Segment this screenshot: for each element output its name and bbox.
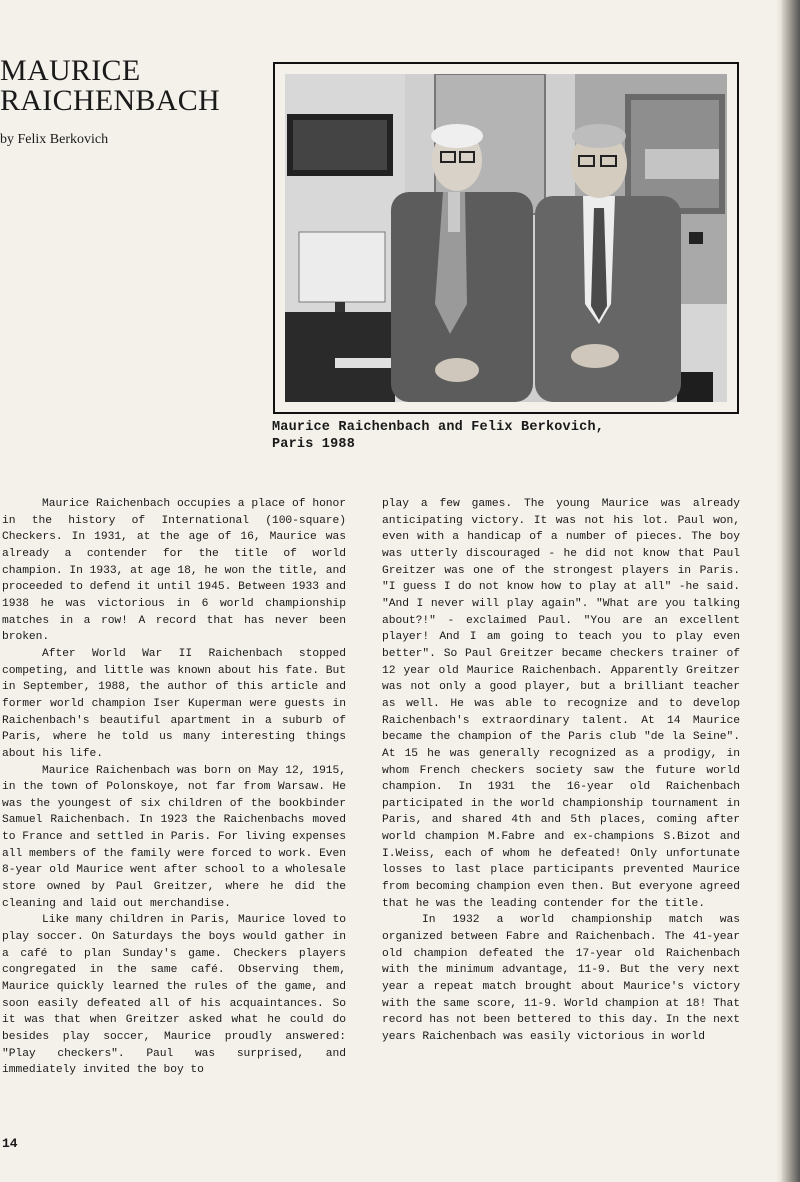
photo-illustration [285,74,727,402]
body-column-left [2,496,346,1079]
photo-caption-line-2: Paris 1988 [272,437,356,452]
paragraph: After World War II Raichenbach stopped competing, and little was known about his fate. But in September, 1988, the author of this article and former world champion Iser Kuperman were guests in Raichenbach's beautiful apartment in a suburb of Paris, where he told us many interesting things about his life. [2,647,346,760]
article-title-line-2: RAICHENBACH [0,84,220,117]
paragraph: play a few games. The young Maurice was already anticipating victory. It was not his lot. Paul won, even with a handicap of a number of pieces. The boy was utterly discouraged - he did not know that Paul Greitzer was one of the strongest players in Paris. "I guess I do not know how to play at all" -he said. "And I never will play again". "What are you talking about?!" - exclaimed Paul. "You are an excellent player! And I am going to teach you to play even better". So Paul Greitzer became checkers trainer of 12 year old Maurice Raichenbach. Apparently Greitzer was not only a good player, but a brilliant teacher as well. He was able to recognize and to develop Raichenbach's extraordinary talent. At 14 Maurice became the champion of the Paris club "de la Seine". At 15 he was generally recognized as a prodigy, in whom French checkers society saw the future world champion. In 1931 the 16-year old Raichenbach participated in the world championship tournament in Paris, and shared 4th and 5th places, coming after world champion M.Fabre and ex-champions S.Bizot and I.Weiss, each of whom he defeated! Only unfortunate losses to last place participants prevented Maurice from becoming champion even then. But everyone agreed that he was the leading contender for the title. [382,498,740,910]
page-edge-shadow [782,0,800,1182]
paragraph: Maurice Raichenbach was born on May 12, 1915, in the town of Polonskoye, not far from Warsaw. He was the youngest of six children of the bookbinder Samuel Raichenbach. In 1923 the Raichenbachs moved to France and settled in Paris. For living expenses all members of the family were forced to work. Even 8-year old Maurice went after school to a wholesale store owned by Paul Greitzer, where he did the cleaning and laid out merchandise. [2,764,346,910]
paragraph: In 1932 a world championship match was organized between Fabre and Raichenbach. The 41-year old champion defeated the 17-year old Raichenbach with the minimum advantage, 11-9. But the very next year a repeat match brought about Maurice's victory with the same score, 11-9. World champion at 18! That record has not been bettered to this day. In the next years Raichenbach was easily victorious in world [382,914,740,1043]
photo-frame [273,62,739,414]
photo-caption [272,419,732,453]
article-title-line-1: MAURICE [0,54,141,87]
portrait-photo [285,74,727,402]
paragraph: Like many children in Paris, Maurice loved to play soccer. On Saturdays the boys would gather in a café to plan Sunday's game. Checkers players congregated in the same café. Observing them, Maurice quickly learned the rules of the game, and soon easily defeated all of his acquaintances. So it was that when Greitzer asked what he could do besides play soccer, Maurice proudly answered: "Play checkers". Paul was surprised, and immediately invited the boy to [2,914,346,1077]
paragraph: Maurice Raichenbach occupies a place of honor in the history of International (100-square) Checkers. In 1931, at the age of 16, Maurice was already a contender for the title of world champion. In 1933, at age 18, he won the title, and proceeded to defend it until 1945. Between 1933 and 1938 he was victorious in 6 world championship matches in a row! A record that has never been broken. [2,498,346,644]
photo-caption-line-1: Maurice Raichenbach and Felix Berkovich, [272,420,605,435]
article-title [0,56,260,116]
page-number: 14 [2,1136,18,1151]
article-byline: by Felix Berkovich [0,132,109,147]
body-column-right [382,496,740,1046]
